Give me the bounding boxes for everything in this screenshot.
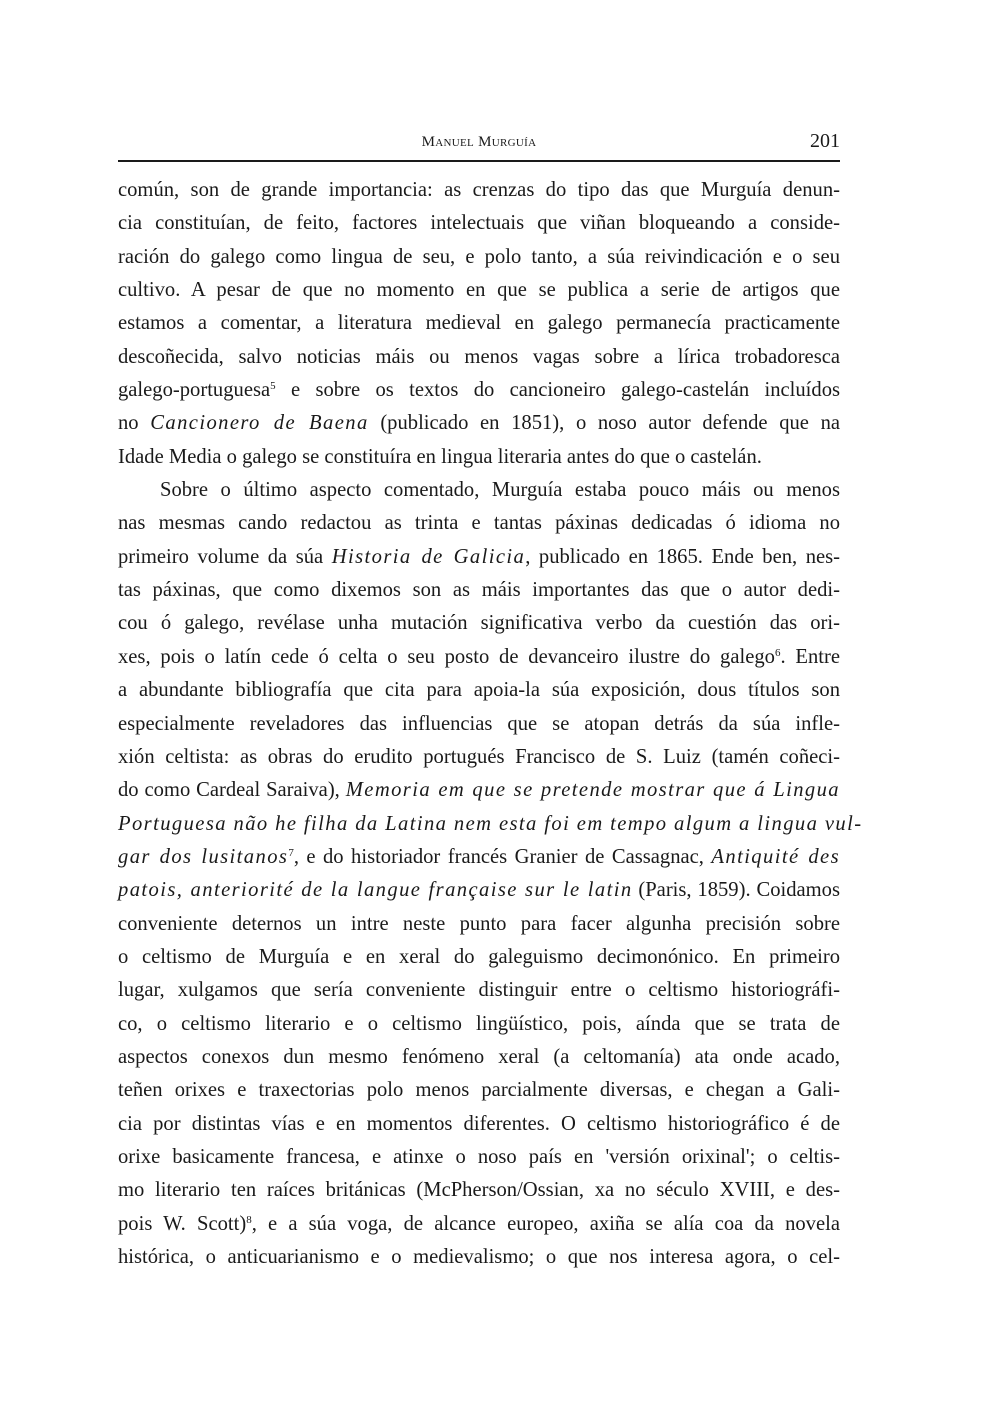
footnote-ref-6: 6 xyxy=(774,646,781,659)
italic-title: Portuguesa não he filha da Latina nem esta foi em tempo algum a lingua vul- xyxy=(118,812,863,835)
text-line xyxy=(118,641,840,674)
text-run: cia constituían, de feito, factores intelectuais que viñan bloqueando a conside- xyxy=(118,212,840,235)
footnote-ref-7: 7 xyxy=(288,846,294,859)
text-line xyxy=(118,507,840,540)
text-run: xión celtista: as obras do erudito portugués Francisco de S. Luiz (tamén coñeci- xyxy=(118,745,840,768)
text-line xyxy=(118,241,840,274)
text-run: tas páxinas, que como dixemos son as máis importantes das que o autor dedi- xyxy=(118,579,840,602)
text-line xyxy=(118,574,840,607)
text-line xyxy=(118,607,840,640)
paragraph-2 xyxy=(118,474,863,1274)
footnote-ref-5: 5 xyxy=(270,380,276,393)
text-run: (Paris, 1859). Coidamos xyxy=(632,879,840,902)
text-run: común, son de grande importancia: as crenzas do tipo das que Murguía denun- xyxy=(118,179,840,201)
footnote-ref-8: 8 xyxy=(246,1213,252,1226)
running-head: Manuel Murguía xyxy=(421,134,537,150)
text-run: ración do galego como lingua de seu, e polo tanto, a súa reivindicación e o seu xyxy=(118,245,840,268)
text-run: do como Cardeal Saraiva), xyxy=(118,779,346,802)
text-run: . Entre xyxy=(780,645,840,668)
text-run: galego-portuguesa xyxy=(118,379,271,402)
text-run: mo literario ten raíces británicas (McPherson/Ossian, xa no século XVIII, e des- xyxy=(118,1179,840,1202)
italic-title: Memoria em que se pretende mostrar que á Lingua xyxy=(345,779,841,802)
text-run: e sobre os textos do cancioneiro galego-castelán incluídos xyxy=(275,379,840,402)
text-run: especialmente reveladores das influencias que se atopan detrás da súa infle- xyxy=(118,712,840,735)
body-text xyxy=(118,174,863,1274)
text-run: nas mesmas cando redactou as trinta e tantas páxinas dedicadas ó idioma no xyxy=(118,512,840,535)
text-line xyxy=(118,1174,840,1207)
text-run: primeiro volume da súa xyxy=(118,545,332,568)
text-run: , publicado en 1865. Ende ben, nes- xyxy=(525,545,841,568)
text-run: cou ó galego, revélase unha mutación significativa verbo da cuestión das ori- xyxy=(118,612,840,635)
text-run: orixe basicamente francesa, e atinxe o noso país en 'versión orixinal'; o celtis- xyxy=(118,1145,840,1168)
text-line xyxy=(118,541,840,574)
text-line xyxy=(118,874,840,907)
text-run: descoñecida, salvo noticias máis ou menos vagas sobre a lírica trobadoresca xyxy=(118,345,840,368)
text-run: aspectos conexos dun mesmo fenómeno xeral (a celtomanía) ata onde acado, xyxy=(118,1045,840,1068)
text-line xyxy=(118,741,840,774)
text-run: cultivo. A pesar de que no momento en que se publica a serie de artigos que xyxy=(118,279,840,302)
italic-title: gar dos lusitanos xyxy=(118,845,289,868)
text-line xyxy=(118,1074,840,1107)
text-line xyxy=(118,1141,840,1174)
text-line xyxy=(118,1008,840,1041)
text-line xyxy=(118,774,840,807)
text-line xyxy=(118,841,840,874)
text-run: cia por distintas vías e en momentos diferentes. O celtismo historiográfico é de xyxy=(118,1112,840,1135)
text-run: estamos a comentar, a literatura medieval en galego permanecía practicamente xyxy=(118,312,840,335)
text-line xyxy=(118,808,863,841)
paragraph-1 xyxy=(118,174,840,474)
text-line xyxy=(118,1041,840,1074)
text-run: (publicado en 1851), o noso autor defende que na xyxy=(368,412,841,435)
text-run: xes, pois o latín cede ó celta o seu posto de devanceiro ilustre do galego xyxy=(118,645,775,668)
text-line xyxy=(118,974,840,1007)
text-run: pois W. Scott) xyxy=(118,1212,247,1235)
text-line xyxy=(118,908,840,941)
text-line xyxy=(118,374,840,407)
text-line xyxy=(118,307,840,340)
text-run: conveniente deternos un intre neste punto para facer algunha precisión sobre xyxy=(118,912,840,935)
text-line xyxy=(118,1241,840,1274)
page-header xyxy=(118,128,840,162)
italic-title: Antiquité des xyxy=(711,845,840,868)
text-line xyxy=(118,674,840,707)
page-number: 201 xyxy=(810,130,840,152)
text-line xyxy=(118,441,840,474)
text-line xyxy=(118,1108,840,1141)
text-run: no xyxy=(118,412,151,435)
text-run: o celtismo de Murguía e en xeral do galeguismo decimonónico. En primeiro xyxy=(118,945,840,968)
text-line xyxy=(118,407,840,440)
text-run: Idade Media o galego se constituíra en lingua literaria antes do que o castelán. xyxy=(118,445,762,468)
text-run: , e a súa voga, de alcance europeo, axiña se alía coa da novela xyxy=(251,1212,840,1235)
text-line xyxy=(118,1208,840,1241)
italic-title: patois, anteriorité de la langue française sur le latin xyxy=(118,879,633,902)
text-run: Sobre o último aspecto comentado, Murguía estaba pouco máis ou menos xyxy=(160,479,840,502)
text-run: a abundante bibliografía que cita para apoia-la súa exposición, dous títulos son xyxy=(118,679,840,702)
italic-title: Cancionero de Baena xyxy=(150,412,369,435)
text-line xyxy=(118,207,840,240)
text-line xyxy=(118,274,840,307)
text-line xyxy=(118,941,840,974)
text-run: histórica, o anticuarianismo e o medievalismo; o que nos interesa agora, o cel- xyxy=(118,1246,840,1268)
text-line xyxy=(118,341,840,374)
text-line xyxy=(118,708,840,741)
text-line xyxy=(118,174,840,207)
text-run: teñen orixes e traxectorias polo menos parcialmente diversas, e chegan a Gali- xyxy=(118,1079,840,1102)
text-run: , e do historiador francés Granier de Cassagnac, xyxy=(293,845,712,868)
text-line xyxy=(118,474,840,507)
text-run: co, o celtismo literario e o celtismo lingüístico, pois, aínda que se trata de xyxy=(118,1012,840,1035)
text-run: lugar, xulgamos que sería conveniente distinguir entre o celtismo historiográfi- xyxy=(118,979,840,1002)
italic-title: Historia de Galicia xyxy=(331,545,526,568)
